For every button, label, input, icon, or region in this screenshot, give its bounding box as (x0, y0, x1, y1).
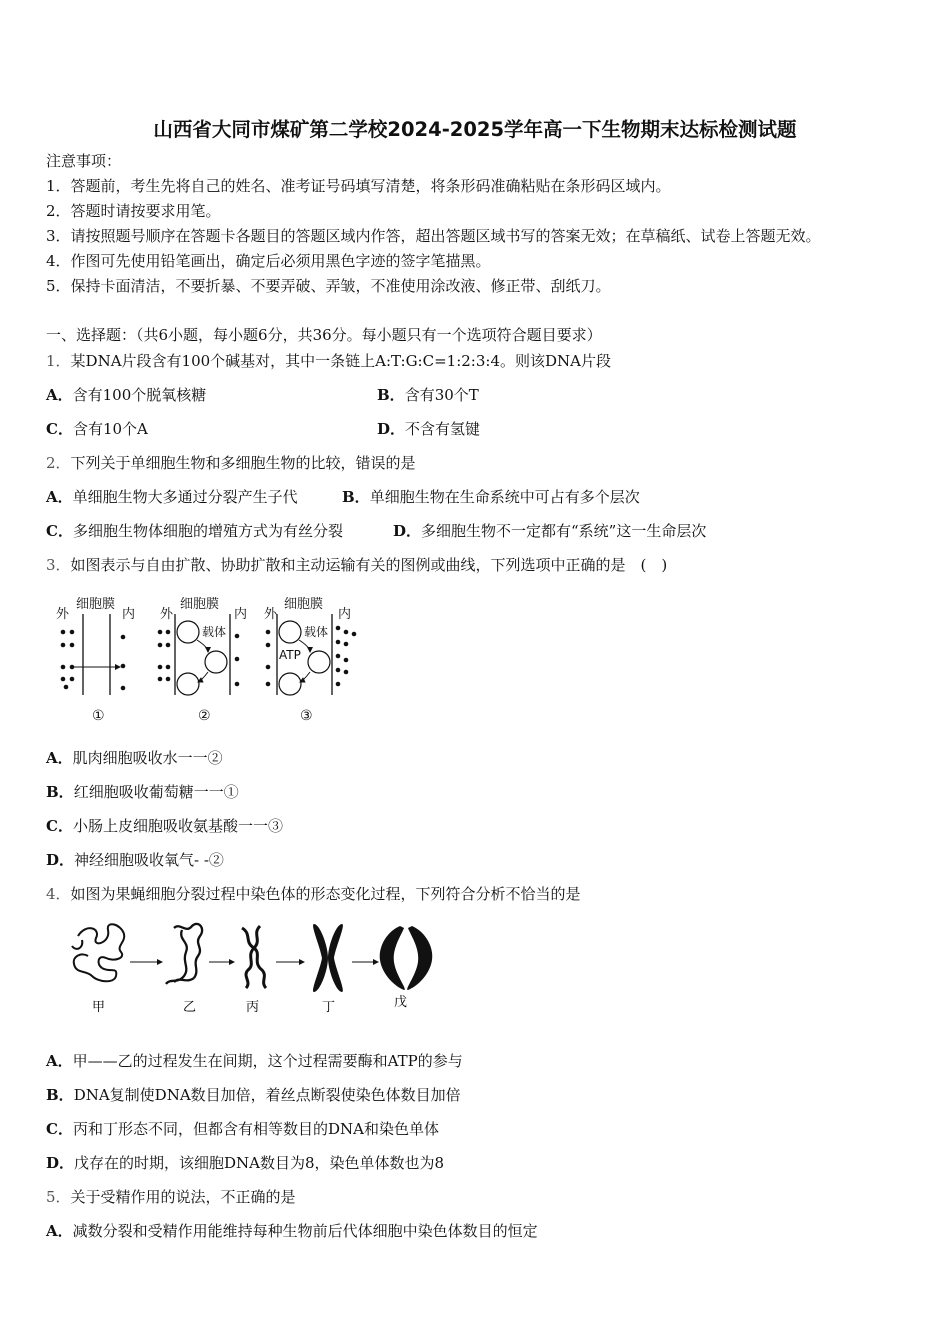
chromatin-jia (72, 924, 124, 981)
question-4: 4．如图为果蝇细胞分裂过程中染色体的形态变化过程，下列符合分析不恰当的是 (46, 885, 581, 903)
q2-option-d[interactable]: D．多细胞生物不一定都有“系统”这一生命层次 (393, 522, 707, 540)
figure-label-1: ① (92, 708, 105, 724)
notice-item-2: 2．答题时请按要求用笔。 (46, 202, 221, 220)
question-1 (46, 351, 611, 371)
svg-text:内: 内 (234, 607, 248, 622)
q3-option-c[interactable]: C．小肠上皮细胞吸收氨基酸一一③ (46, 817, 283, 835)
q1-option-d[interactable]: D．不含有氢键 (377, 420, 481, 438)
svg-text:载体: 载体 (304, 625, 329, 639)
q4-option-c[interactable]: C．丙和丁形态不同，但都含有相等数目的DNA和染色单体 (46, 1120, 439, 1138)
svg-text:细胞膜: 细胞膜 (284, 597, 324, 612)
q4-option-a[interactable]: A．甲——乙的过程发生在间期，这个过程需要酶和ATP的参与 (46, 1052, 463, 1070)
question-5: 5．关于受精作用的说法，不正确的是 (46, 1188, 296, 1206)
membrane-label: 细胞膜 (76, 597, 116, 612)
q1-option-a[interactable]: A．含有100个脱氧核糖 (46, 386, 207, 404)
chromatin-yi (166, 924, 202, 984)
section-heading: 一、选择题：（共6小题，每小题6分，共36分。每小题只有一个选项符合题目要求） (46, 326, 602, 344)
figure-label-bing: 丙 (246, 1000, 260, 1015)
figure-label-yi: 乙 (183, 1000, 197, 1015)
q4-option-b[interactable]: B．DNA复制使DNA数目加倍，着丝点断裂使染色体数目加倍 (46, 1086, 461, 1104)
notice-item-1: 1．答题前，考生先将自己的姓名、准考证号码填写清楚，将条形码准确粘贴在条形码区域内。 (46, 177, 671, 195)
transport-figure (50, 592, 370, 727)
molecule-dots (61, 630, 126, 691)
notice-item-4: 4．作图可先使用铅笔画出，确定后必须用黑色字迹的签字笔描黑。 (46, 252, 491, 270)
inside-label: 内 (122, 607, 136, 622)
q4-option-d[interactable]: D．戊存在的时期，该细胞DNA数目为8，染色单体数也为8 (46, 1154, 445, 1172)
figure-label-wu: 戊 (394, 995, 408, 1010)
chromosome-wu (380, 926, 433, 990)
q3-option-b[interactable]: B．红细胞吸收葡萄糖一一① (46, 783, 239, 801)
notice-item-5: 5．保持卡面清洁，不要折暴、不要弄破、弄皱，不准使用涂改液、修正带、刮纸刀。 (46, 277, 611, 295)
notice-item-3: 3．请按照题号顺序在答题卡各题目的答题区域内作答，超出答题区域书写的答案无效；在草稿纸、试卷上答题无效。 (46, 227, 821, 245)
q1-option-c[interactable]: C．含有10个A (46, 420, 148, 438)
svg-text:细胞膜: 细胞膜 (180, 597, 220, 612)
svg-text:外: 外 (160, 607, 174, 622)
chromosome-ding (313, 924, 343, 992)
q2-option-a[interactable]: A．单细胞生物大多通过分裂产生子代 (46, 488, 298, 506)
q2-option-c[interactable]: C．多细胞生物体细胞的增殖方式为有丝分裂 (46, 522, 343, 540)
q5-option-a[interactable]: A．减数分裂和受精作用能维持每种生物前后代体细胞中染色体数目的恒定 (46, 1222, 538, 1240)
chromosome-figure (66, 918, 446, 1018)
q3-option-d[interactable]: D．神经细胞吸收氧气- -② (46, 851, 224, 869)
q1-option-b[interactable]: B．含有30个T (377, 386, 479, 404)
svg-text:外: 外 (264, 607, 278, 622)
figure-label-2: ② (198, 708, 211, 724)
chromosome-bing (242, 926, 266, 988)
page-title: 山西省大同市煤矿第二学校2024-2025学年高一下生物期末达标检测试题 (153, 118, 797, 141)
figure-label-jia: 甲 (92, 1000, 106, 1015)
question-3: 3．如图表示与自由扩散、协助扩散和主动运输有关的图例或曲线，下列选项中正确的是 ( ) (46, 556, 668, 574)
carrier-label: 载体 (202, 625, 227, 639)
question-number: 1． (46, 352, 71, 370)
question-2: 2．下列关于单细胞生物和多细胞生物的比较，错误的是 (46, 454, 416, 472)
q3-option-a[interactable]: A．肌肉细胞吸收水一一② (46, 749, 223, 767)
outside-label: 外 (56, 607, 70, 622)
q2-option-b[interactable]: B．单细胞生物在生命系统中可占有多个层次 (342, 488, 640, 506)
atp-label: ATP (279, 648, 301, 662)
svg-text:内: 内 (338, 607, 352, 622)
question-stem: 某DNA片段含有100个碱基对，其中一条链上A:T:G:C=1:2:3:4。则该DNA片段 (70, 352, 611, 370)
figure-label-3: ③ (300, 708, 313, 724)
figure-label-ding: 丁 (322, 1000, 336, 1015)
notice-heading: 注意事项： (46, 152, 122, 170)
